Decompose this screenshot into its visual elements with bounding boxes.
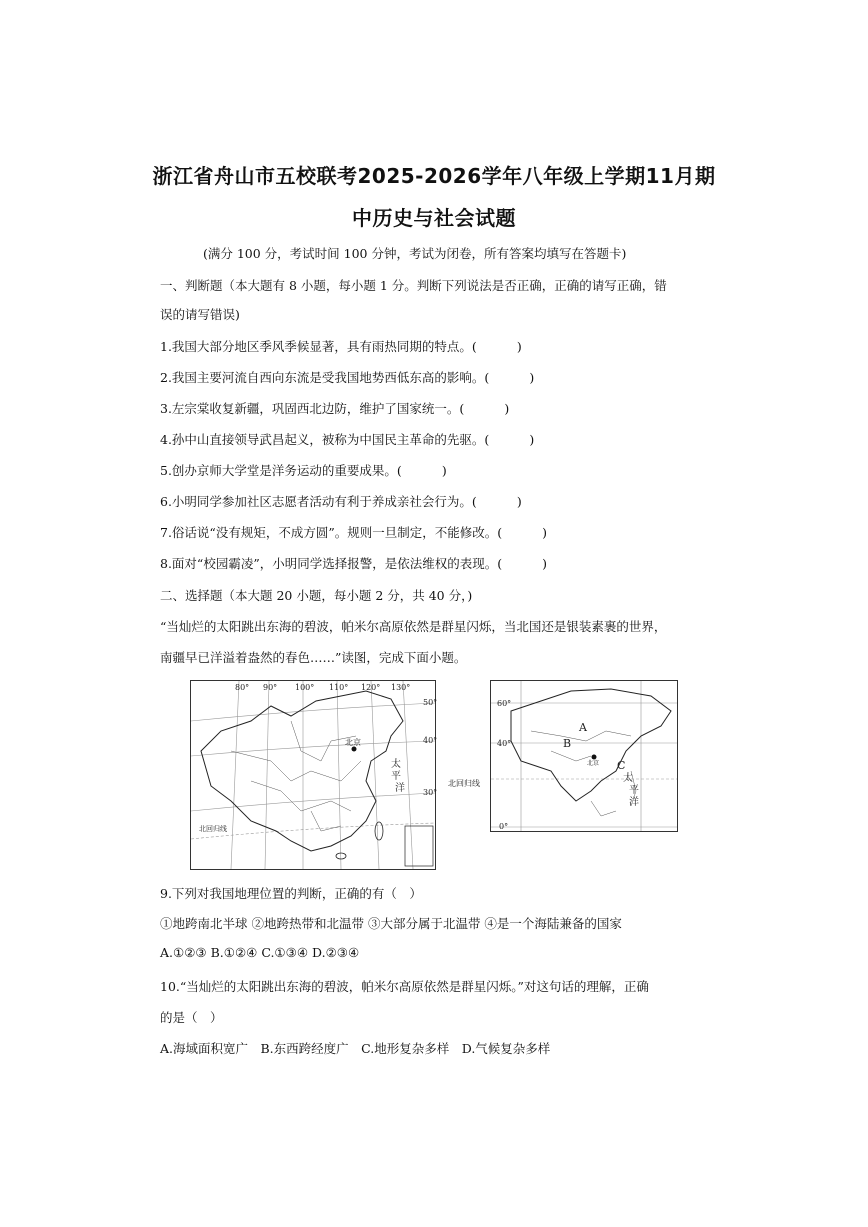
close-paren: ) xyxy=(542,525,547,540)
lat-label: 50° xyxy=(423,698,438,707)
judge-text: 3.左宗棠收复新疆，巩固西北边防，维护了国家统一。( xyxy=(160,401,465,416)
judge-text: 7.俗话说“没有规矩，不成方圆”。规则一旦制定，不能修改。( xyxy=(160,525,503,540)
city-label: 北京 xyxy=(587,760,600,767)
section1-heading: 一、判断题（本大题有 8 小题，每小题 1 分。判断下列说法是否正确，正确的请写正确，错 xyxy=(160,278,667,293)
judge-text: 8.面对“校园霸凌”，小明同学选择报警，是依法维权的表现。( xyxy=(160,556,503,571)
judge-item xyxy=(160,523,547,541)
ocean-label: 平 xyxy=(629,785,639,796)
lat-label: 40° xyxy=(423,736,438,745)
city-label: 北京 xyxy=(345,738,361,747)
tropic-label: 北回归线 xyxy=(199,825,227,833)
close-paren: ) xyxy=(542,556,547,571)
judge-text: 6.小明同学参加社区志愿者活动有利于养成亲社会行为。( xyxy=(160,494,477,509)
q9-stem: 9.下列对我国地理位置的判断，正确的有（ ） xyxy=(160,886,422,901)
judge-item xyxy=(160,430,534,448)
q10-stem: 10.“当灿烂的太阳跳出东海的碧波，帕米尔高原依然是群星闪烁。”对这句话的理解，正确 xyxy=(160,979,649,994)
exam-title-line2: 中历史与社会试题 xyxy=(352,206,516,230)
lon-label: 90° xyxy=(263,683,278,692)
judge-text: 1.我国大部分地区季风季候显著，具有雨热同期的特点。( xyxy=(160,339,477,354)
exam-title-line1: 浙江省舟山市五校联考2025-2026学年八年级上学期11月期 xyxy=(152,164,716,188)
section1-heading-cont: 误的请写错误) xyxy=(160,307,240,322)
exam-note: (满分 100 分，考试时间 100 分钟，考试为闭卷，所有答案均填写在答题卡) xyxy=(203,246,627,261)
q9-options: A.①②③ B.①②④ C.①③④ D.②③④ xyxy=(160,945,360,960)
close-paren: ) xyxy=(441,463,447,478)
ocean-label: 太 xyxy=(623,773,633,784)
close-paren: ) xyxy=(529,432,535,447)
judge-item xyxy=(160,368,534,386)
map-figures xyxy=(190,680,690,870)
judge-item xyxy=(160,492,522,510)
lon-label: 130° xyxy=(391,683,411,692)
point-c-label: C xyxy=(617,759,626,772)
asia-map xyxy=(490,680,678,832)
lat-label: 40° xyxy=(497,739,512,748)
q10-stem-cont: 的是（ ） xyxy=(160,1010,223,1025)
judge-item xyxy=(160,461,447,479)
judge-item xyxy=(160,554,547,572)
point-a-label: A xyxy=(579,721,587,734)
lon-label: 110° xyxy=(329,683,349,692)
lon-label: 100° xyxy=(295,683,315,692)
china-map xyxy=(190,680,436,870)
passage-line2: 南疆早已洋溢着盎然的春色……”读图，完成下面小题。 xyxy=(160,650,467,665)
judge-text: 2.我国主要河流自西向东流是受我国地势西低东高的影响。( xyxy=(160,370,490,385)
tropic-label-outer: 北回归线 xyxy=(448,779,480,788)
close-paren: ) xyxy=(516,494,522,509)
ocean-label: 洋 xyxy=(395,783,405,794)
close-paren: ) xyxy=(529,370,535,385)
judge-text: 4.孙中山直接领导武昌起义，被称为中国民主革命的先驱。( xyxy=(160,432,490,447)
judge-text: 5.创办京师大学堂是洋务运动的重要成果。( xyxy=(160,463,402,478)
lat-label: 60° xyxy=(497,699,512,708)
passage-line1: “当灿烂的太阳跳出东海的碧波，帕米尔高原依然是群星闪烁，当北国还是银装素裹的世界， xyxy=(160,619,667,634)
close-paren: ) xyxy=(516,339,522,354)
lon-label: 80° xyxy=(235,683,250,692)
lon-label: 120° xyxy=(361,683,381,692)
point-b-label: B xyxy=(563,737,572,750)
lat-label: 0° xyxy=(499,822,509,831)
section2-heading: 二、选择题（本大题 20 小题，每小题 2 分，共 40 分，) xyxy=(160,588,473,603)
lat-label: 30° xyxy=(423,788,438,797)
q10-options: A.海域面积宽广 B.东西跨经度广 C.地形复杂多样 D.气候复杂多样 xyxy=(160,1041,551,1056)
q9-statements: ①地跨南北半球 ②地跨热带和北温带 ③大部分属于北温带 ④是一个海陆兼备的国家 xyxy=(160,916,622,931)
ocean-label: 平 xyxy=(391,771,401,782)
ocean-label: 太 xyxy=(391,759,401,770)
judge-item xyxy=(160,337,522,355)
judge-item xyxy=(160,399,509,417)
ocean-label: 洋 xyxy=(629,797,639,808)
close-paren: ) xyxy=(504,401,510,416)
